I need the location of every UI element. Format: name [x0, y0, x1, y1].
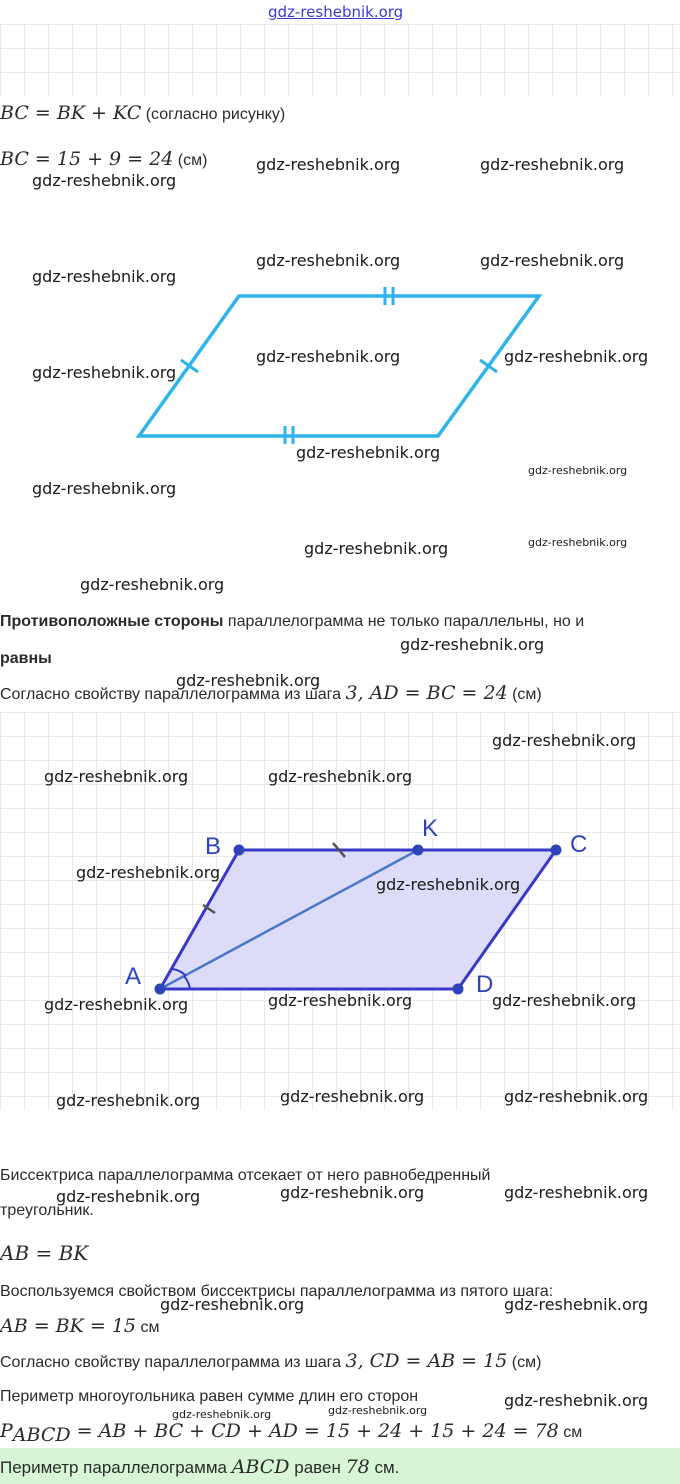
answer-value: 78 [345, 1456, 370, 1478]
watermark: gdz-reshebnik.org [172, 1408, 272, 1421]
watermark: gdz-reshebnik.org [480, 251, 625, 270]
single-tick-right [480, 360, 497, 372]
bisector-line1: Биссектриса параллелограмма отсекает от него равнобедренный [0, 1167, 491, 1184]
watermark: gdz-reshebnik.org [56, 1091, 201, 1110]
watermark: gdz-reshebnik.org [504, 1295, 649, 1314]
unit: (см) [507, 686, 542, 703]
answer-banner [0, 1448, 680, 1484]
perimeter-rule-line: Периметр многоугольника равен сумме длин его сторон [0, 1388, 419, 1405]
watermark: gdz-reshebnik.org [176, 671, 321, 690]
watermark: gdz-reshebnik.org [492, 731, 637, 750]
text: см. [369, 1458, 400, 1477]
watermark: gdz-reshebnik.org [504, 347, 649, 366]
grid-background-top [0, 24, 680, 96]
watermark: gdz-reshebnik.org [160, 1295, 305, 1314]
label-c: C [570, 831, 588, 858]
opposite-sides-line1 [0, 611, 584, 633]
cd-eq-ab-line [0, 1350, 541, 1374]
point-k [413, 845, 424, 856]
perimeter-symbol: P [0, 1420, 13, 1442]
unit: см [558, 1424, 583, 1441]
formula-note: (согласно рисунку) [145, 106, 286, 123]
label-k: K [422, 815, 439, 842]
bisector-line2: треугольник. [0, 1202, 94, 1219]
point-d [453, 984, 464, 995]
watermark: gdz-reshebnik.org [256, 251, 401, 270]
perimeter-subscript: ABCD [12, 1424, 71, 1447]
watermark: gdz-reshebnik.org [268, 991, 413, 1010]
watermark: gdz-reshebnik.org [32, 171, 177, 190]
single-tick-left [181, 360, 198, 372]
watermark: gdz-reshebnik.org [328, 1404, 428, 1417]
step-number: 3 [345, 682, 358, 704]
unit: (см) [507, 1354, 542, 1371]
formula-ab-bk-value [0, 1315, 159, 1339]
label-a: A [125, 963, 142, 990]
watermark: gdz-reshebnik.org [304, 539, 449, 558]
watermark: gdz-reshebnik.org [268, 767, 413, 786]
watermark: gdz-reshebnik.org [80, 575, 225, 594]
label-b: B [205, 833, 222, 860]
label-d: D [476, 971, 494, 998]
text: Периметр параллелограмма [0, 1458, 232, 1477]
watermark: gdz-reshebnik.org [32, 267, 177, 286]
formula: AB = BK = 15 [0, 1315, 137, 1337]
formula-unit: (см) [177, 152, 208, 169]
formula-bc-sum [0, 102, 285, 126]
formula-ab-eq-bk: AB = BK [0, 1241, 89, 1265]
watermark: gdz-reshebnik.org [76, 863, 221, 882]
watermark: gdz-reshebnik.org [280, 1183, 425, 1202]
figure-name: ABCD [231, 1456, 290, 1478]
point-c [551, 845, 562, 856]
watermark: gdz-reshebnik.org [528, 464, 628, 477]
parallelogram-outline [139, 296, 539, 436]
text: равен [289, 1458, 346, 1477]
watermark: gdz-reshebnik.org [296, 443, 441, 462]
site-header-link[interactable]: gdz-reshebnik.org [268, 3, 404, 21]
formula: , AD = BC = 24 [357, 682, 508, 704]
unit: см [136, 1319, 160, 1336]
text: параллелограмма не только параллельны, но и [223, 613, 585, 630]
watermark: gdz-reshebnik.org [44, 767, 189, 786]
perimeter-formula [0, 1420, 582, 1446]
formula: = AB + BC + CD + AD = 15 + 24 + 15 + 24 = 78 [70, 1420, 559, 1442]
bold-term: Противоположные стороны [0, 613, 224, 630]
answer-text [0, 1456, 399, 1479]
watermark: gdz-reshebnik.org [528, 536, 628, 549]
formula: , CD = AB = 15 [357, 1350, 508, 1372]
watermark: gdz-reshebnik.org [504, 1087, 649, 1106]
point-b [234, 845, 245, 856]
watermark: gdz-reshebnik.org [376, 875, 521, 894]
watermark: gdz-reshebnik.org [44, 995, 189, 1014]
formula: BC = BK + KC [0, 102, 142, 124]
formula: BC = 15 + 9 = 24 [0, 148, 174, 170]
watermark: gdz-reshebnik.org [32, 479, 177, 498]
watermark: gdz-reshebnik.org [492, 991, 637, 1010]
watermark: gdz-reshebnik.org [256, 347, 401, 366]
opposite-sides-line2: равны [0, 650, 52, 667]
watermark: gdz-reshebnik.org [56, 1187, 201, 1206]
watermark: gdz-reshebnik.org [32, 363, 177, 382]
formula-bc-value [0, 148, 207, 172]
step-number: 3 [345, 1350, 358, 1372]
watermark: gdz-reshebnik.org [280, 1087, 425, 1106]
text: Согласно свойству параллелограмма из шага [0, 686, 346, 703]
point-a [155, 984, 166, 995]
watermark: gdz-reshebnik.org [256, 155, 401, 174]
watermark: gdz-reshebnik.org [480, 155, 625, 174]
watermark: gdz-reshebnik.org [400, 635, 545, 654]
watermark: gdz-reshebnik.org [504, 1183, 649, 1202]
watermark: gdz-reshebnik.org [504, 1391, 649, 1410]
text: Согласно свойству параллелограмма из шага [0, 1354, 346, 1371]
bisector-property-line: Воспользуемся свойством биссектрисы параллелограмма из пятого шага: [0, 1283, 554, 1300]
